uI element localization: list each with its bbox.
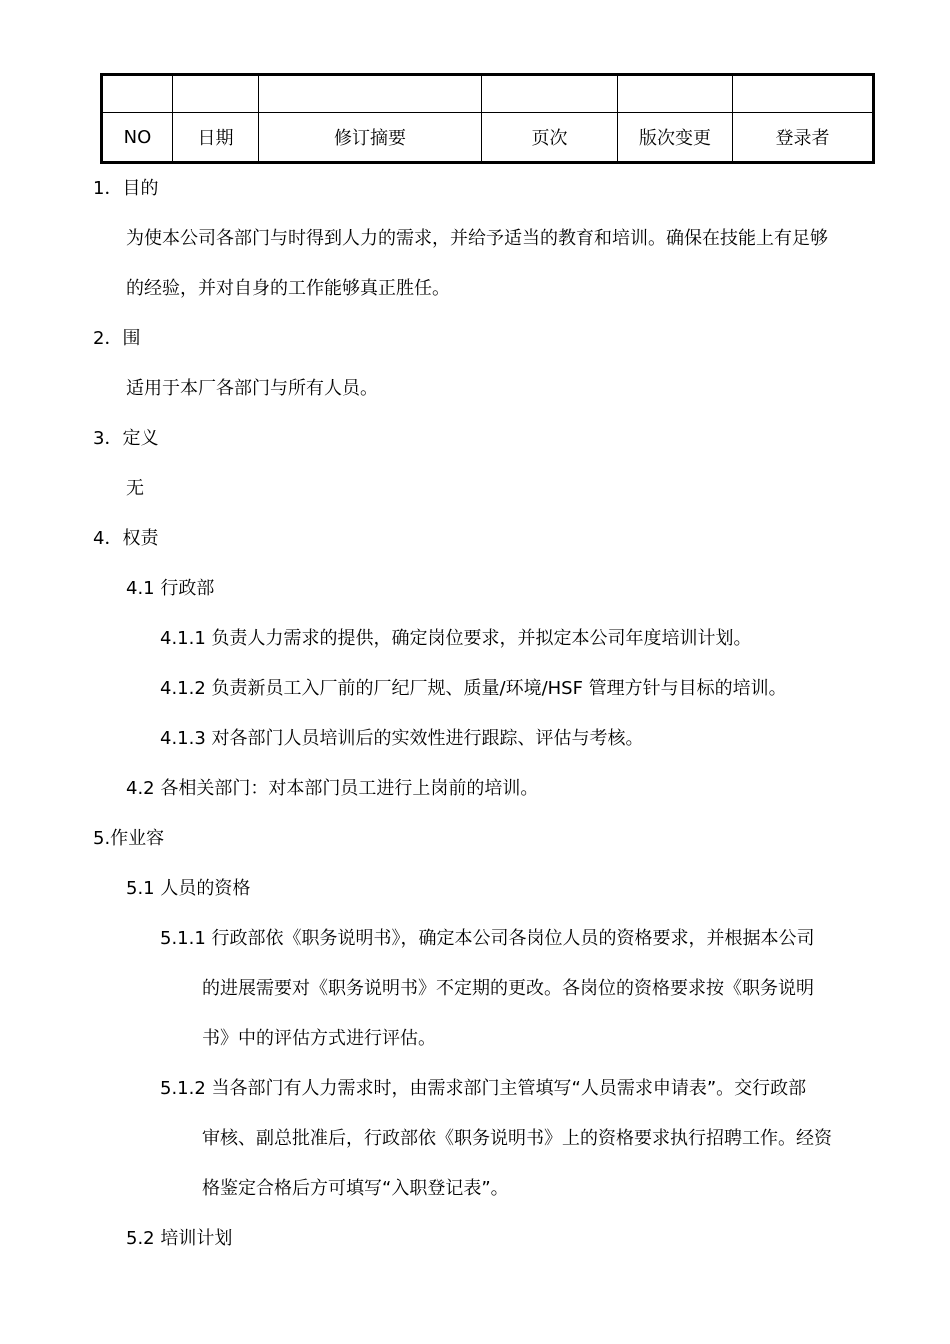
- section-5-1-2-line-1: 5.1.2 当各部门有人力需求时，由需求部门主管填写“人员需求申请表”。交行政部: [160, 1078, 807, 1099]
- section-5-1-1-line-3: 书》中的评估方式进行评估。: [202, 1028, 436, 1049]
- header-date: 日期: [173, 113, 259, 163]
- table-cell: [173, 75, 259, 113]
- revision-table: [100, 73, 875, 164]
- table-cell: [102, 75, 173, 113]
- table-cell: [482, 75, 618, 113]
- header-version-change: 版次变更: [618, 113, 733, 163]
- header-registrar: 登录者: [733, 113, 874, 163]
- section-1-heading: 1．目的: [93, 178, 159, 199]
- table-cell: [259, 75, 482, 113]
- section-5-heading: 5.作业容: [93, 828, 165, 849]
- table-cell: [618, 75, 733, 113]
- section-3-paragraph: 无: [126, 478, 144, 499]
- section-5-2-heading: 5.2 培训计划: [126, 1228, 233, 1249]
- revision-table-header-row: [102, 113, 874, 163]
- section-2-heading: 2．围: [93, 328, 141, 349]
- table-cell: [733, 75, 874, 113]
- header-no: NO: [102, 113, 173, 163]
- section-4-1-3: 4.1.3 对各部门人员培训后的实效性进行跟踪、评估与考核。: [160, 728, 644, 749]
- header-page: 页次: [482, 113, 618, 163]
- section-4-1-heading: 4.1 行政部: [126, 578, 215, 599]
- section-4-1-2: 4.1.2 负责新员工入厂前的厂纪厂规、质量/环境/HSF 管理方针与目标的培训。: [160, 678, 787, 699]
- section-1-paragraph-line-2: 的经验，并对自身的工作能够真正胜任。: [126, 278, 450, 299]
- section-4-2: 4.2 各相关部门：对本部门员工进行上岗前的培训。: [126, 778, 539, 799]
- section-2-paragraph: 适用于本厂各部门与所有人员。: [126, 378, 378, 399]
- section-5-1-1-line-2: 的进展需要对《职务说明书》不定期的更改。各岗位的资格要求按《职务说明: [202, 978, 814, 999]
- section-5-1-2-line-3: 格鉴定合格后方可填写“入职登记表”。: [202, 1178, 509, 1199]
- section-4-1-1: 4.1.1 负责人力需求的提供，确定岗位要求，并拟定本公司年度培训计划。: [160, 628, 752, 649]
- section-5-1-2-line-2: 审核、副总批准后，行政部依《职务说明书》上的资格要求执行招聘工作。经资: [202, 1128, 832, 1149]
- section-5-1-1-line-1: 5.1.1 行政部依《职务说明书》，确定本公司各岗位人员的资格要求，并根据本公司: [160, 928, 815, 949]
- section-4-heading: 4．权责: [93, 528, 159, 549]
- section-5-1-heading: 5.1 人员的资格: [126, 878, 251, 899]
- revision-table-blank-row: [102, 75, 874, 113]
- section-3-heading: 3．定义: [93, 428, 159, 449]
- header-summary: 修订摘要: [259, 113, 482, 163]
- section-1-paragraph-line-1: 为使本公司各部门与时得到人力的需求，并给予适当的教育和培训。确保在技能上有足够: [126, 228, 828, 249]
